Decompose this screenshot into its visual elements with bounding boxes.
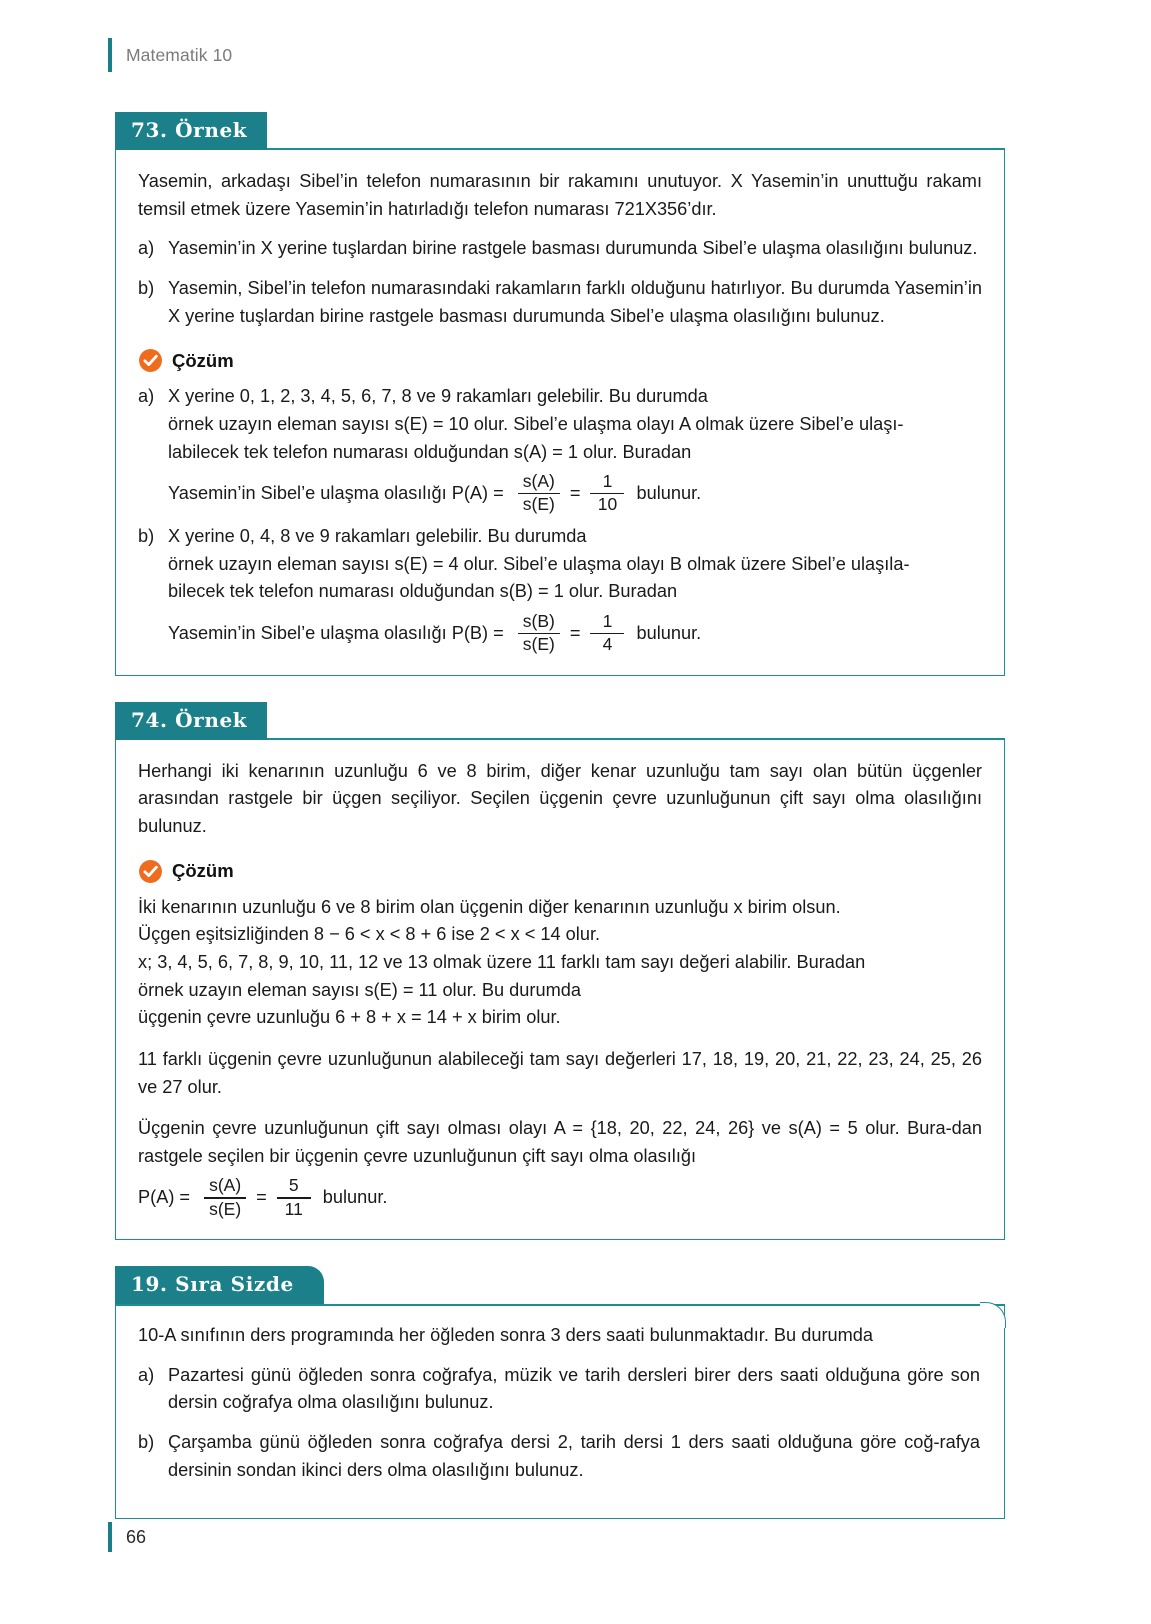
example-73-solution-b-line3: bilecek tek telefon numarası olduğundan s(B) = 1 olur. Buradan (168, 581, 678, 602)
sira-sizde-19-item-b (138, 1429, 980, 1484)
sira-sizde-19-item-a-marker: a) (138, 1364, 155, 1385)
example-74-solution-label: Çözüm (172, 860, 234, 882)
example-74-box (115, 740, 1005, 1241)
sira-sizde-19-block (115, 1266, 1005, 1519)
sira-sizde-19-tab-label: 19. Sıra Sizde (115, 1266, 324, 1304)
fraction-denominator: 4 (602, 634, 613, 654)
example-73-item-b (138, 275, 982, 330)
example-73-solution-a-line1: X yerine 0, 1, 2, 3, 4, 5, 6, 7, 8 ve 9 rakamları gelebilir. Bu durumda (168, 386, 708, 407)
example-73-formula-b (168, 612, 982, 655)
sira-sizde-19-intro: 10-A sınıfının ders programında her öğleden sonra 3 ders saati bulunmaktadır. Bu durumda (138, 1325, 874, 1346)
example-74-tab-row (115, 702, 1005, 740)
running-header-title: Matematik 10 (126, 44, 233, 65)
fraction-denominator: s(E) (522, 634, 555, 654)
example-73-formula-b-tail: bulunur. (636, 622, 702, 643)
example-73-item-a-text: Yasemin’in X yerine tuşlardan birine rastgele basması durumunda Sibel’e ulaşma olasılığını bulunuz. (168, 238, 978, 259)
example-74-formula-fraction-1 (204, 1176, 246, 1219)
example-73-box (115, 150, 1005, 676)
example-73-item-a-marker: a) (138, 238, 155, 259)
footer-accent-rule (108, 1522, 112, 1552)
example-74-line-4: örnek uzayın eleman sayısı s(E) = 11 olur. Bu durumda (138, 979, 581, 1000)
example-73-formula-a-tail: bulunur. (636, 482, 702, 503)
example-73-formula-b-lead: Yasemin’in Sibel’e ulaşma olasılığı P(B) = (168, 622, 504, 643)
example-73-item-a (138, 235, 982, 263)
example-74-line-1: İki kenarının uzunluğu 6 ve 8 birim olan üçgenin diğer kenarının uzunluğu x birim olsun. (138, 896, 841, 917)
example-74-formula-equals: = (256, 1187, 267, 1208)
sira-sizde-19-item-b-marker: b) (138, 1432, 155, 1453)
example-73-formula-a-fraction-1 (518, 472, 560, 515)
example-74-line-3: x; 3, 4, 5, 6, 7, 8, 9, 10, 11, 12 ve 13 olmak üzere 11 farklı tam sayı değeri alabilir. Buradan (138, 951, 866, 972)
fraction-numerator: s(A) (522, 471, 555, 492)
example-73-solution-b (138, 523, 982, 655)
page-footer (108, 1522, 146, 1552)
example-74-formula-tail: bulunur. (322, 1187, 388, 1208)
example-73-solution-a-marker: a) (138, 386, 155, 407)
example-73-item-b-text: Yasemin, Sibel’in telefon numarasındaki rakamların farklı olduğunu hatırlıyor. Bu durumda Yasemin’in X yerine tuşlardan birine rastgele basması durumunda Sibel’e ulaşma olasılığını bulunuz. (168, 277, 982, 326)
example-73-tab-row (115, 112, 1005, 150)
example-73-solution-b-marker: b) (138, 525, 155, 546)
sira-sizde-19-item-b-text: Çarşamba günü öğleden sonra coğrafya dersi 2, tarih dersi 1 ders saati olduğuna göre coğ-rafya dersinin sondan ikinci ders olma olasılığını bulunuz. (168, 1432, 980, 1480)
sira-sizde-19-item-a (138, 1362, 980, 1417)
example-74-line-5: üçgenin çevre uzunluğu 6 + 8 + x = 14 + x birim olur. (138, 1007, 561, 1028)
example-73-solution-a-line3: labilecek tek telefon numarası olduğundan s(A) = 1 olur. Buradan (168, 441, 692, 462)
fraction-numerator: s(A) (209, 1175, 242, 1196)
fraction-denominator: 10 (597, 494, 618, 515)
fraction-numerator: s(B) (522, 610, 555, 631)
running-header (108, 38, 232, 72)
example-74-formula-fraction-2 (277, 1176, 311, 1219)
example-74-intro: Herhangi iki kenarının uzunluğu 6 ve 8 birim, diğer kenar uzunluğu tam sayı olan bütün üçgenler arasından rastgele bir üçgen seçiliyor. Seçilen üçgenin çevre uzunluğunun çift sayı olma olasılığını bulunuz. (138, 760, 982, 836)
example-73-solution-header (138, 348, 982, 373)
example-74-solution-header (138, 859, 982, 884)
example-73-formula-a-fraction-2 (590, 472, 624, 515)
example-73-formula-b-equals: = (569, 622, 581, 643)
example-73-tab-label: 73. Örnek (115, 112, 267, 150)
sira-sizde-19-box (115, 1304, 1005, 1519)
check-circle-icon (138, 348, 163, 373)
fraction-denominator: 11 (284, 1198, 303, 1219)
page-content (115, 112, 1005, 1519)
check-circle-icon (138, 859, 163, 884)
example-73-solution-b-body (168, 523, 982, 655)
sira-sizde-19-item-a-text: Pazartesi günü öğleden sonra coğrafya, müzik ve tarih dersleri birer ders saati olduğuna göre son dersin coğrafya olma olasılığını bulunuz. (168, 1364, 980, 1413)
example-74-tab-label: 74. Örnek (115, 702, 267, 740)
example-73-intro: Yasemin, arkadaşı Sibel’in telefon numarasının bir rakamını unutuyor. X Yasemin’in unuttuğu rakamı temsil etmek üzere Yasemin’in hatırladığı telefon numarası 721X356’dır. (138, 171, 982, 219)
fraction-numerator: 1 (602, 610, 613, 631)
fraction-numerator: 5 (288, 1175, 299, 1196)
example-73-solution-b-line2: örnek uzayın eleman sayısı s(E) = 4 olur. Sibel’e ulaşma olayı B olmak üzere Sibel’e ulaşıla- (168, 553, 910, 574)
header-accent-rule (108, 38, 112, 72)
sira-sizde-19-corner-notch (980, 1302, 1006, 1328)
example-74-para-2: 11 farklı üçgenin çevre uzunluğunun alabileceği tam sayı değerleri 17, 18, 19, 20, 21, 22, 23, 24, 25, 26 ve 27 olur. (138, 1048, 982, 1097)
fraction-denominator: s(E) (209, 1198, 242, 1219)
example-73-formula-b-fraction-2 (590, 612, 624, 655)
example-73-formula-a (168, 472, 982, 515)
sira-sizde-19-top-rule (116, 1304, 1004, 1306)
example-73-formula-b-fraction-1 (518, 612, 560, 655)
example-73-formula-a-equals: = (569, 482, 581, 503)
example-74-para-3: Üçgenin çevre uzunluğunun çift sayı olması olayı A = {18, 20, 22, 24, 26} ve s(A) = 5 olur. Bura-dan rastgele seçilen bir üçgenin çevre uzunluğunun çift sayı olma olasılığı (138, 1118, 982, 1166)
example-74-formula-lead: P(A) = (138, 1187, 191, 1208)
example-74-formula (138, 1176, 982, 1219)
page-number: 66 (126, 1526, 147, 1547)
fraction-numerator: 1 (602, 471, 613, 492)
example-73-formula-a-lead: Yasemin’in Sibel’e ulaşma olasılığı P(A) = (168, 482, 504, 503)
example-73-block (115, 112, 1005, 676)
example-74-line-2: Üçgen eşitsizliğinden 8 − 6 < x < 8 + 6 ise 2 < x < 14 olur. (138, 924, 601, 945)
example-73-item-b-marker: b) (138, 277, 155, 298)
example-73-solution-label: Çözüm (172, 349, 234, 371)
example-73-solution-a-body (168, 383, 982, 515)
example-73-solution-a (138, 383, 982, 515)
example-73-solution-a-line2: örnek uzayın eleman sayısı s(E) = 10 olur. Sibel’e ulaşma olayı A olmak üzere Sibel’e ulaşı- (168, 413, 904, 434)
fraction-denominator: s(E) (522, 494, 555, 515)
example-74-block (115, 702, 1005, 1241)
example-73-solution-b-line1: X yerine 0, 4, 8 ve 9 rakamları gelebilir. Bu durumda (168, 525, 587, 546)
